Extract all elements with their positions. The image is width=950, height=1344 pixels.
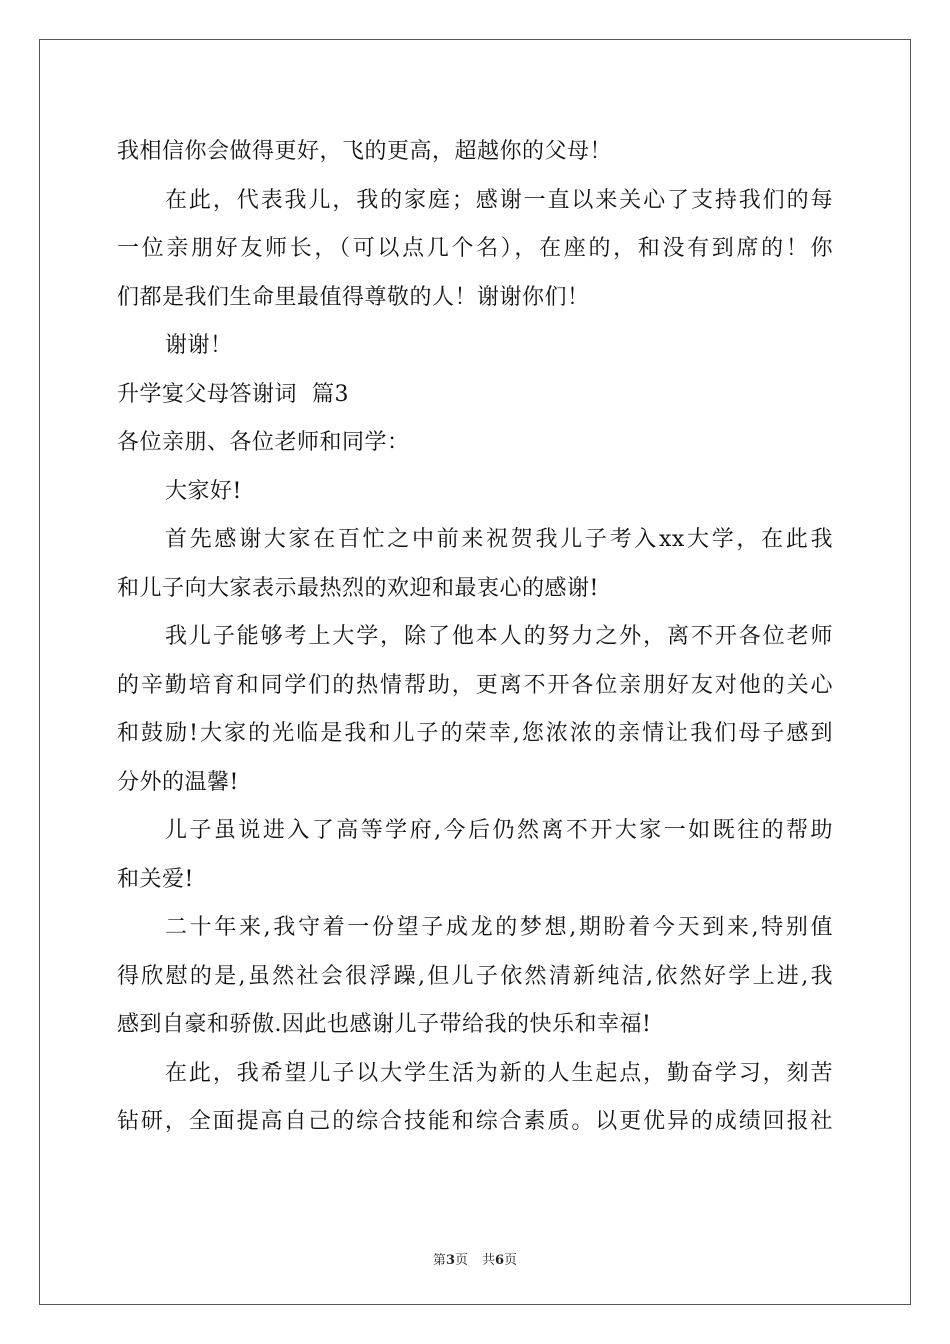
page-suffix: 页	[454, 1253, 468, 1268]
paragraph-line: 感到自豪和骄傲.因此也感谢儿子带给我的快乐和幸福!	[117, 1012, 652, 1037]
page-footer	[0, 1249, 950, 1268]
paragraph-line: 儿子虽说进入了高等学府,今后仍然离不开大家一如既往的帮助	[165, 818, 833, 843]
paragraph-line: 在此，我希望儿子以大学生活为新的人生起点，勤奋学习，刻苦	[165, 1060, 833, 1086]
paragraph-line: 和儿子向大家表示最热烈的欢迎和最衷心的感谢!	[117, 575, 599, 601]
paragraph-line: 一位亲朋好友师长，（可以点几个名），在座的，和没有到席的！你	[117, 236, 833, 261]
paragraph-line: 首先感谢大家在百忙之中前来祝贺我儿子考入xx大学，在此我	[165, 527, 833, 552]
total-prefix: 共	[482, 1253, 496, 1268]
paragraph-line: 谢谢！	[165, 333, 233, 358]
page-prefix: 第	[432, 1253, 446, 1268]
salutation: 各位亲朋、各位老师和同学：	[117, 430, 410, 455]
paragraph-line: 和关爱!	[117, 866, 194, 892]
total-suffix: 页	[504, 1253, 518, 1268]
paragraph-line: 我儿子能够考上大学，除了他本人的努力之外，离不开各位老师	[165, 624, 833, 649]
paragraph-line: 得欣慰的是,虽然社会很浮躁,但儿子依然清新纯洁,依然好学上进,我	[117, 963, 833, 989]
paragraph-line: 们都是我们生命里最值得尊敬的人！谢谢你们！	[117, 284, 590, 310]
paragraph-line: 的辛勤培育和同学们的热情帮助，更离不开各位亲朋好友对他的关心	[117, 672, 833, 698]
paragraph-line: 在此，代表我儿，我的家庭；感谢一直以来关心了支持我们的每	[165, 187, 833, 213]
paragraph-line: 我相信你会做得更好，飞的更高，超越你的父母！	[117, 139, 613, 164]
section-heading: 升学宴父母答谢词 篇3	[117, 381, 349, 407]
paragraph-line: 和鼓励!大家的光临是我和儿子的荣幸,您浓浓的亲情让我们母子感到	[117, 721, 833, 746]
page-number: 3	[445, 1253, 455, 1268]
document-body	[117, 128, 833, 1147]
total-pages: 6	[495, 1253, 505, 1268]
paragraph-line: 二十年来,我守着一份望子成龙的梦想,期盼着今天到来,特别值	[165, 915, 833, 940]
greeting: 大家好!	[165, 478, 242, 504]
paragraph-line: 分外的温馨!	[117, 769, 239, 795]
paragraph-line: 钻研，全面提高自己的综合技能和综合素质。以更优异的成绩回报社	[117, 1109, 833, 1134]
